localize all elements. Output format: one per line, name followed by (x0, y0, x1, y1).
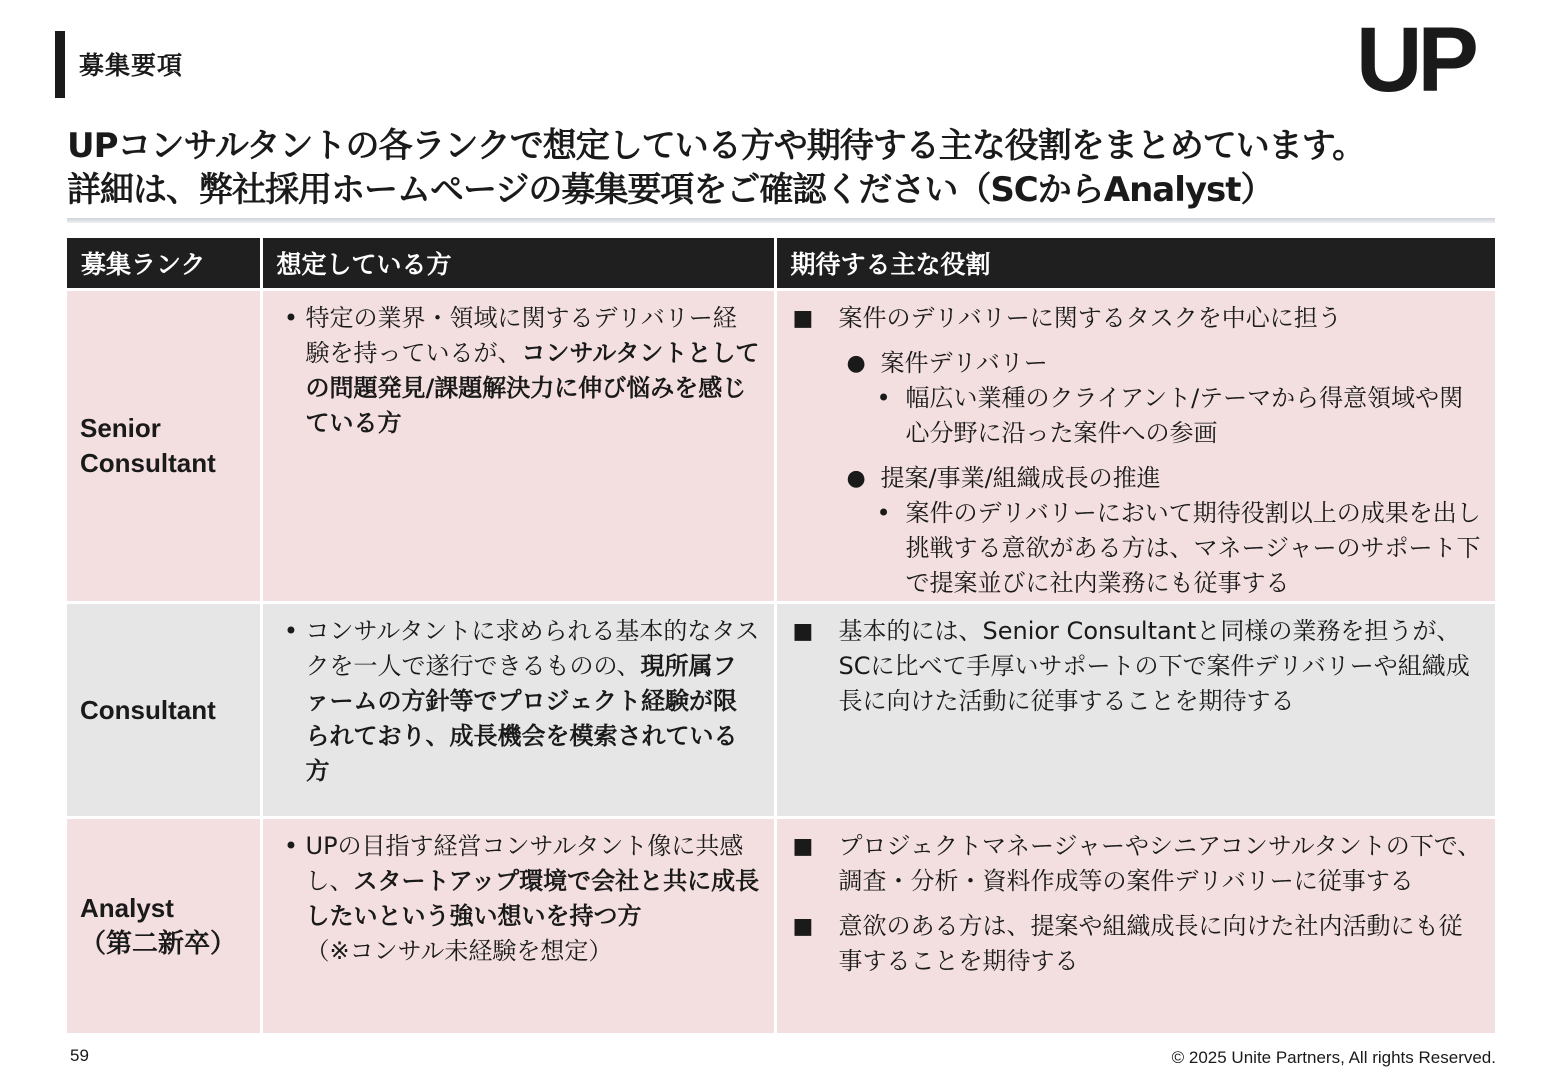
bullet-marker: • (876, 499, 891, 527)
copyright-notice: © 2025 Unite Partners, All rights Reserved. (1171, 1048, 1496, 1067)
role-group-title (777, 451, 1496, 496)
person-text: コンサルタントに求められる基本的なタスクを一人で遂行できるものの、 (305, 617, 760, 680)
role-text: 意欲のある方は、提案や組織成長に向けた社内活動にも従事することを期待する (838, 912, 1463, 975)
person-cell (261, 290, 775, 603)
role-group-detail (777, 496, 1496, 601)
square-marker: ■ (792, 619, 814, 644)
column-header-roles: 期待する主な役割 (775, 238, 1495, 290)
role-text: 案件のデリバリーに関するタスクを中心に担う (838, 304, 1342, 332)
table-row-analyst (67, 818, 1495, 1033)
section-accent-bar (55, 31, 65, 98)
section-label: 募集要項 (79, 51, 184, 80)
bullet-marker: • (283, 832, 299, 860)
company-logo: UP (1356, 9, 1474, 111)
roles-cell (775, 603, 1495, 818)
person-emphasis: コンサルタントとしての問題発見/課題解決力に伸び悩みを感じている方 (305, 339, 760, 437)
person-note: （※コンサル未経験を想定） (305, 937, 613, 965)
column-header-rank: 募集ランク (67, 238, 261, 290)
circle-marker: ● (846, 466, 866, 491)
person-emphasis: 現所属ファームの方針等でプロジェクト経験が限られており、成長機会を模索されている方 (305, 652, 738, 785)
person-text: UPの目指す経営コンサルタント像に共感し、 (305, 832, 744, 895)
square-marker: ■ (792, 306, 814, 331)
rank-label: Consultant (80, 448, 216, 478)
recruitment-rank-table (67, 238, 1495, 1033)
square-marker: ■ (792, 834, 814, 859)
role-group-detail (777, 381, 1496, 451)
column-header-person: 想定している方 (261, 238, 775, 290)
role-text: 基本的には、Senior Consultantと同様の業務を担うが、SCに比べて手厚いサポートの下で案件デリバリーや組織成長に向けた活動に従事することを期待する (838, 617, 1470, 715)
person-bullet (263, 291, 774, 441)
rank-cell (67, 818, 261, 1033)
rank-label: Senior (80, 413, 161, 443)
role-item (777, 291, 1496, 336)
roles-cell (775, 290, 1495, 603)
rank-cell (67, 603, 261, 818)
person-bullet (263, 819, 774, 969)
person-text: 特定の業界・領域に関するデリバリー経験を持っているが、 (305, 304, 737, 367)
role-detail-text: 案件のデリバリーにおいて期待役割以上の成果を出し挑戦する意欲がある方は、マネージャーのサポート下で提案並びに社内業務にも従事する (905, 499, 1481, 597)
person-cell (261, 603, 775, 818)
roles-cell (775, 818, 1495, 1033)
role-detail-text: 幅広い業種のクライアント/テーマから得意領域や関心分野に沿った案件への参画 (905, 384, 1464, 447)
rank-label: Consultant (80, 694, 216, 725)
role-group-title (777, 336, 1496, 381)
headline (67, 124, 1507, 212)
headline-line-2: 詳細は、弊社採用ホームページの募集要項をご確認ください（SCからAnalyst） (67, 170, 1274, 210)
rank-cell (67, 290, 261, 603)
bullet-marker: • (283, 304, 299, 332)
person-cell (261, 818, 775, 1033)
rank-label: Analyst (80, 892, 174, 923)
circle-marker: ● (846, 351, 866, 376)
role-item (777, 899, 1496, 979)
role-item (777, 819, 1496, 899)
page-number: 59 (70, 1046, 89, 1065)
role-group-text: 案件デリバリー (880, 349, 1048, 377)
headline-divider (67, 218, 1495, 223)
table-row-senior-consultant (67, 290, 1495, 603)
role-group-text: 提案/事業/組織成長の推進 (880, 464, 1161, 492)
table-header-row (67, 238, 1495, 290)
rank-label: （第二新卒） (80, 927, 237, 958)
headline-line-1: UPコンサルタントの各ランクで想定している方や期待する主な役割をまとめています。 (67, 126, 1366, 166)
person-bullet (263, 604, 774, 789)
person-emphasis: スタートアップ環境で会社と共に成長したいという強い想いを持つ方 (305, 867, 760, 930)
bullet-marker: • (283, 617, 299, 645)
role-text: プロジェクトマネージャーやシニアコンサルタントの下で、調査・分析・資料作成等の案件デリバリーに従事する (838, 832, 1482, 895)
square-marker: ■ (792, 914, 814, 939)
role-item (777, 604, 1496, 719)
table-row-consultant (67, 603, 1495, 818)
bullet-marker: • (876, 384, 891, 412)
